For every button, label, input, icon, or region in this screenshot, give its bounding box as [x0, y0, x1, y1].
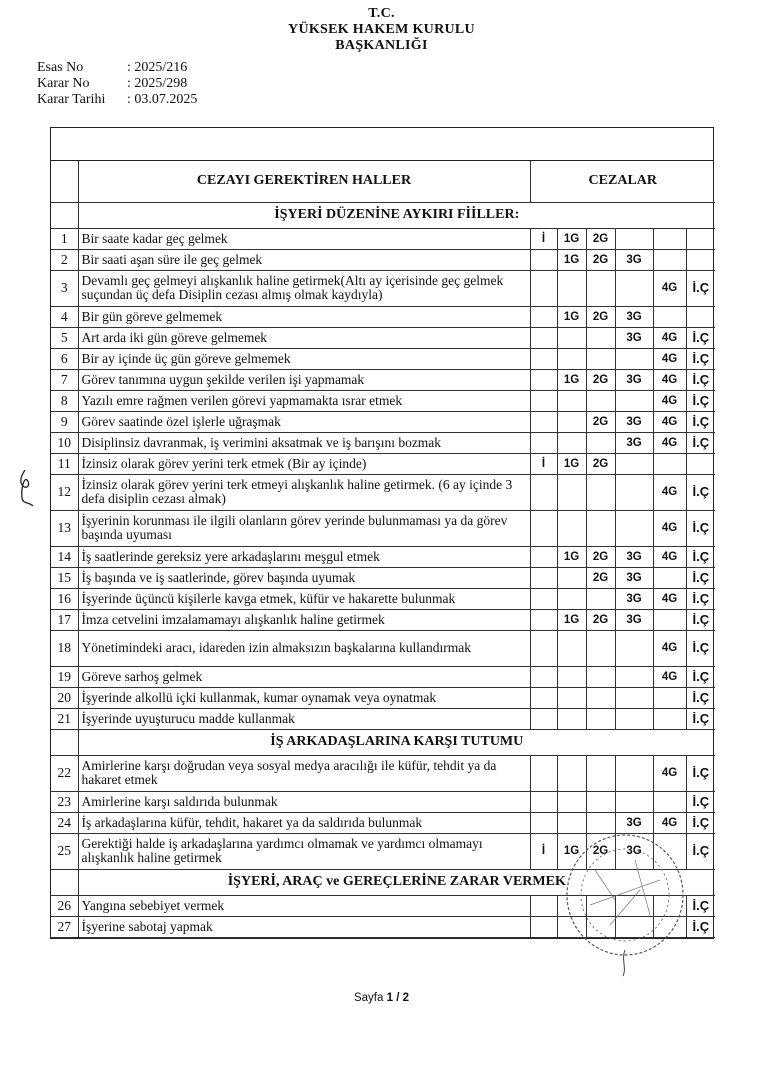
table-row	[51, 609, 715, 630]
penalty-cell	[653, 833, 686, 869]
row-number: 13	[51, 510, 78, 546]
meta-row-karar-tarihi	[37, 92, 197, 108]
penalty-cell	[653, 609, 686, 630]
table-row	[51, 453, 715, 474]
penalty-cell: 4G	[653, 630, 686, 666]
penalty-cell	[586, 432, 615, 453]
penalty-cell	[530, 390, 557, 411]
penalty-cell: İ.Ç	[686, 812, 715, 833]
row-description: Bir saate kadar geç gelmek	[78, 228, 530, 249]
row-description: Art arda iki gün göreve gelmemek	[78, 327, 530, 348]
table-row	[51, 369, 715, 390]
penalty-cell	[530, 474, 557, 510]
meta-value: : 2025/216	[127, 60, 188, 75]
penalty-cell	[557, 630, 586, 666]
table-row	[51, 327, 715, 348]
row-description: İşyerinin korunması ile ilgili olanların görev yerinde bulunmaması ya da görev başında uyuması	[78, 510, 530, 546]
column-header-penalties: CEZALAR	[530, 161, 715, 202]
penalty-cell: İ.Ç	[686, 411, 715, 432]
row-number: 23	[51, 791, 78, 812]
penalty-cell	[653, 708, 686, 729]
penalty-cell: 4G	[653, 546, 686, 567]
row-number: 18	[51, 630, 78, 666]
table-row	[51, 510, 715, 546]
penalty-cell	[530, 306, 557, 327]
penalty-cell	[653, 916, 686, 937]
penalty-cell	[615, 791, 653, 812]
penalty-cell	[653, 453, 686, 474]
penalty-cell	[530, 609, 557, 630]
penalty-cell	[530, 411, 557, 432]
penalty-cell: İ.Ç	[686, 327, 715, 348]
penalty-table	[51, 161, 715, 938]
row-number: 2	[51, 249, 78, 270]
penalty-cell	[530, 348, 557, 369]
penalty-cell	[615, 474, 653, 510]
penalty-cell: 4G	[653, 666, 686, 687]
penalty-cell: 4G	[653, 588, 686, 609]
row-number: 19	[51, 666, 78, 687]
penalty-cell: 2G	[586, 411, 615, 432]
penalty-cell: 3G	[615, 812, 653, 833]
penalty-cell: 2G	[586, 567, 615, 588]
row-description: Bir ay içinde üç gün göreve gelmemek	[78, 348, 530, 369]
row-description: Görev saatinde özel işlerle uğraşmak	[78, 411, 530, 432]
penalty-cell	[557, 708, 586, 729]
section-title: İŞYERİ DÜZENİNE AYKIRI FİİLLER:	[78, 202, 715, 228]
penalty-cell	[557, 791, 586, 812]
row-description: İzinsiz olarak görev yerini terk etmeyi alışkanlık haline getirmek. (6 ay içinde 3 defa disiplin cezası almak)	[78, 474, 530, 510]
penalty-cell: 3G	[615, 306, 653, 327]
document-header	[0, 6, 763, 54]
section-spacer	[51, 202, 78, 228]
row-description: Amirlerine karşı doğrudan veya sosyal medya aracılığı ile küfür, tehdit ya da hakaret etmek	[78, 755, 530, 791]
row-number: 6	[51, 348, 78, 369]
page-total: 2	[402, 992, 410, 1004]
penalty-cell: 2G	[586, 228, 615, 249]
row-description: Yönetimindeki aracı, idareden izin almaksızın başkalarına kullandırmak	[78, 630, 530, 666]
meta-label: Karar Tarihi	[37, 92, 106, 107]
penalty-cell: İ.Ç	[686, 916, 715, 937]
penalty-cell: 2G	[586, 546, 615, 567]
penalty-cell: İ.Ç	[686, 687, 715, 708]
penalty-cell: 2G	[586, 306, 615, 327]
penalty-document	[50, 127, 714, 939]
row-description: Bir saati aşan süre ile geç gelmek	[78, 249, 530, 270]
section-row	[51, 729, 715, 755]
table-row	[51, 567, 715, 588]
penalty-cell	[557, 588, 586, 609]
penalty-cell	[615, 390, 653, 411]
row-description: İşyerinde alkollü içki kullanmak, kumar oynamak veya oynatmak	[78, 687, 530, 708]
penalty-cell: 3G	[615, 432, 653, 453]
penalty-cell: İ	[530, 833, 557, 869]
penalty-cell: İ.Ç	[686, 630, 715, 666]
header-line-2: YÜKSEK HAKEM KURULU	[288, 22, 475, 37]
row-description: Yangına sebebiyet vermek	[78, 895, 530, 916]
penalty-cell	[557, 432, 586, 453]
penalty-cell: 4G	[653, 474, 686, 510]
penalty-cell	[615, 916, 653, 937]
penalty-cell: 1G	[557, 833, 586, 869]
penalty-cell: 3G	[615, 369, 653, 390]
penalty-cell	[615, 708, 653, 729]
penalty-cell: 2G	[586, 249, 615, 270]
penalty-cell: İ	[530, 453, 557, 474]
table-row	[51, 708, 715, 729]
penalty-cell	[530, 916, 557, 937]
table-row	[51, 630, 715, 666]
row-description: Yazılı emre rağmen verilen görevi yapmamakta ısrar etmek	[78, 390, 530, 411]
penalty-cell: 2G	[586, 369, 615, 390]
penalty-cell	[615, 228, 653, 249]
penalty-cell	[686, 306, 715, 327]
penalty-cell	[530, 708, 557, 729]
penalty-cell	[557, 390, 586, 411]
penalty-cell: 2G	[586, 453, 615, 474]
penalty-cell: 1G	[557, 228, 586, 249]
penalty-cell	[557, 510, 586, 546]
penalty-cell	[586, 474, 615, 510]
penalty-cell	[615, 895, 653, 916]
penalty-cell	[586, 895, 615, 916]
penalty-cell	[686, 249, 715, 270]
penalty-cell: 1G	[557, 609, 586, 630]
table-row	[51, 895, 715, 916]
page-separator: /	[396, 992, 400, 1004]
penalty-cell	[557, 270, 586, 306]
case-meta	[37, 60, 197, 108]
penalty-cell	[557, 411, 586, 432]
row-number: 8	[51, 390, 78, 411]
row-number: 11	[51, 453, 78, 474]
penalty-cell	[557, 348, 586, 369]
row-number: 7	[51, 369, 78, 390]
penalty-cell: İ.Ç	[686, 369, 715, 390]
penalty-cell	[557, 812, 586, 833]
penalty-cell: 3G	[615, 411, 653, 432]
row-description: İş saatlerinde gereksiz yere arkadaşlarını meşgul etmek	[78, 546, 530, 567]
penalty-cell	[615, 687, 653, 708]
page-footer	[0, 992, 763, 1004]
penalty-cell: İ.Ç	[686, 588, 715, 609]
penalty-cell	[615, 270, 653, 306]
penalty-cell: İ.Ç	[686, 270, 715, 306]
table-row	[51, 833, 715, 869]
handwritten-margin-mark	[15, 468, 39, 508]
row-description: İşyerine sabotaj yapmak	[78, 916, 530, 937]
table-row	[51, 916, 715, 937]
penalty-cell: 4G	[653, 390, 686, 411]
penalty-cell	[530, 369, 557, 390]
penalty-cell: İ.Ç	[686, 567, 715, 588]
penalty-cell	[586, 630, 615, 666]
header-line-3: BAŞKANLIĞI	[335, 38, 428, 53]
penalty-cell	[615, 630, 653, 666]
penalty-cell: İ.Ç	[686, 895, 715, 916]
penalty-cell	[686, 228, 715, 249]
table-header-row	[51, 161, 715, 202]
penalty-cell	[557, 755, 586, 791]
meta-value: : 2025/298	[127, 76, 188, 91]
penalty-cell	[615, 510, 653, 546]
table-top-strip	[51, 128, 713, 161]
table-row	[51, 791, 715, 812]
page-label: Sayfa	[353, 992, 384, 1004]
penalty-cell: 1G	[557, 249, 586, 270]
penalty-cell: İ.Ç	[686, 432, 715, 453]
penalty-cell: 4G	[653, 327, 686, 348]
penalty-cell: 4G	[653, 755, 686, 791]
section-row	[51, 202, 715, 228]
section-spacer	[51, 869, 78, 895]
penalty-cell	[586, 588, 615, 609]
penalty-cell: 3G	[615, 327, 653, 348]
penalty-cell	[530, 567, 557, 588]
penalty-cell	[615, 453, 653, 474]
penalty-cell	[586, 270, 615, 306]
penalty-cell	[530, 755, 557, 791]
row-number: 9	[51, 411, 78, 432]
penalty-cell: İ.Ç	[686, 474, 715, 510]
row-description: İmza cetvelini imzalamamayı alışkanlık haline getirmek	[78, 609, 530, 630]
row-description: İş başında ve iş saatlerinde, görev başında uyumak	[78, 567, 530, 588]
penalty-cell	[557, 474, 586, 510]
penalty-cell: 3G	[615, 249, 653, 270]
row-number: 20	[51, 687, 78, 708]
penalty-cell: İ.Ç	[686, 755, 715, 791]
penalty-cell	[615, 755, 653, 791]
row-description: Gerektiği halde iş arkadaşlarına yardımcı olmamak ve yardımcı olmamayı alışkanlık haline getirmek	[78, 833, 530, 869]
penalty-cell	[557, 895, 586, 916]
section-title: İŞYERİ, ARAÇ ve GEREÇLERİNE ZARAR VERMEK	[78, 869, 715, 895]
table-row	[51, 812, 715, 833]
meta-value: : 03.07.2025	[127, 92, 198, 107]
penalty-cell	[530, 630, 557, 666]
penalty-cell	[557, 687, 586, 708]
row-description: Bir gün göreve gelmemek	[78, 306, 530, 327]
row-description: Görev tanımına uygun şekilde verilen işi yapmamak	[78, 369, 530, 390]
penalty-cell: 1G	[557, 306, 586, 327]
table-row	[51, 390, 715, 411]
penalty-cell	[615, 348, 653, 369]
penalty-cell: 4G	[653, 510, 686, 546]
penalty-cell: 1G	[557, 453, 586, 474]
meta-label: Esas No	[37, 60, 84, 75]
row-description: Göreve sarhoş gelmek	[78, 666, 530, 687]
penalty-cell	[586, 791, 615, 812]
table-row	[51, 432, 715, 453]
penalty-cell: 3G	[615, 609, 653, 630]
penalty-cell	[530, 510, 557, 546]
penalty-cell	[586, 708, 615, 729]
penalty-cell: 4G	[653, 411, 686, 432]
penalty-cell	[530, 666, 557, 687]
column-header-cases: CEZAYI GEREKTİREN HALLER	[78, 161, 530, 202]
row-number: 14	[51, 546, 78, 567]
penalty-cell	[530, 546, 557, 567]
penalty-cell	[653, 306, 686, 327]
table-row	[51, 249, 715, 270]
row-description: Devamlı geç gelmeyi alışkanlık haline getirmek(Altı ay içerisinde geç gelmek suçundan üç defa Disiplin cezası almış olmak kaydıyla)	[78, 270, 530, 306]
row-number: 27	[51, 916, 78, 937]
penalty-cell: 2G	[586, 833, 615, 869]
penalty-cell	[530, 249, 557, 270]
penalty-cell: 4G	[653, 270, 686, 306]
row-number: 5	[51, 327, 78, 348]
penalty-cell: 3G	[615, 833, 653, 869]
penalty-cell	[530, 812, 557, 833]
penalty-cell	[586, 755, 615, 791]
table-row	[51, 228, 715, 249]
row-description: İş arkadaşlarına küfür, tehdit, hakaret ya da saldırıda bulunmak	[78, 812, 530, 833]
penalty-cell: İ.Ç	[686, 546, 715, 567]
penalty-cell: 4G	[653, 369, 686, 390]
penalty-cell	[586, 666, 615, 687]
penalty-cell	[653, 687, 686, 708]
row-number: 15	[51, 567, 78, 588]
page-current: 1	[386, 992, 393, 1004]
penalty-cell	[530, 791, 557, 812]
penalty-cell: 4G	[653, 812, 686, 833]
penalty-cell: İ.Ç	[686, 390, 715, 411]
penalty-cell: 4G	[653, 348, 686, 369]
penalty-cell: 2G	[586, 609, 615, 630]
penalty-cell	[530, 895, 557, 916]
penalty-cell: 3G	[615, 567, 653, 588]
row-number: 17	[51, 609, 78, 630]
penalty-cell	[530, 687, 557, 708]
penalty-cell	[557, 567, 586, 588]
penalty-cell	[653, 895, 686, 916]
penalty-cell	[557, 916, 586, 937]
penalty-cell	[586, 812, 615, 833]
row-description: İzinsiz olarak görev yerini terk etmek (Bir ay içinde)	[78, 453, 530, 474]
penalty-cell	[557, 666, 586, 687]
table-row	[51, 306, 715, 327]
penalty-cell: İ.Ç	[686, 666, 715, 687]
row-number: 1	[51, 228, 78, 249]
row-number: 12	[51, 474, 78, 510]
penalty-cell	[530, 588, 557, 609]
penalty-cell	[653, 567, 686, 588]
penalty-cell	[653, 791, 686, 812]
row-number: 22	[51, 755, 78, 791]
row-description: Amirlerine karşı saldırıda bulunmak	[78, 791, 530, 812]
table-row	[51, 348, 715, 369]
row-number: 24	[51, 812, 78, 833]
penalty-cell	[530, 327, 557, 348]
penalty-cell	[586, 348, 615, 369]
section-row	[51, 869, 715, 895]
table-row	[51, 411, 715, 432]
penalty-cell: 3G	[615, 588, 653, 609]
section-title: İŞ ARKADAŞLARINA KARŞI TUTUMU	[78, 729, 715, 755]
penalty-cell	[557, 327, 586, 348]
penalty-cell	[653, 249, 686, 270]
penalty-cell	[586, 390, 615, 411]
penalty-cell	[530, 270, 557, 306]
penalty-cell	[530, 432, 557, 453]
row-description: İşyerinde üçüncü kişilerle kavga etmek, küfür ve hakarette bulunmak	[78, 588, 530, 609]
penalty-cell: 1G	[557, 369, 586, 390]
meta-row-karar	[37, 76, 197, 92]
row-number: 21	[51, 708, 78, 729]
penalty-cell: İ.Ç	[686, 833, 715, 869]
penalty-cell: 4G	[653, 432, 686, 453]
row-number: 25	[51, 833, 78, 869]
table-row	[51, 666, 715, 687]
penalty-cell	[615, 666, 653, 687]
penalty-cell: İ.Ç	[686, 510, 715, 546]
penalty-cell: İ.Ç	[686, 791, 715, 812]
row-number: 16	[51, 588, 78, 609]
penalty-cell: 3G	[615, 546, 653, 567]
row-description: İşyerinde uyuşturucu madde kullanmak	[78, 708, 530, 729]
meta-label: Karar No	[37, 76, 90, 91]
table-row	[51, 474, 715, 510]
table-row	[51, 270, 715, 306]
row-number: 26	[51, 895, 78, 916]
penalty-cell	[653, 228, 686, 249]
penalty-cell: İ	[530, 228, 557, 249]
row-number: 3	[51, 270, 78, 306]
penalty-cell: İ.Ç	[686, 348, 715, 369]
table-row	[51, 546, 715, 567]
header-spacer	[51, 161, 78, 202]
section-spacer	[51, 729, 78, 755]
row-description: Disiplinsiz davranmak, iş verimini aksatmak ve iş barışını bozmak	[78, 432, 530, 453]
penalty-cell: İ.Ç	[686, 609, 715, 630]
penalty-cell	[586, 510, 615, 546]
penalty-cell	[586, 327, 615, 348]
row-number: 10	[51, 432, 78, 453]
penalty-cell: 1G	[557, 546, 586, 567]
table-row	[51, 588, 715, 609]
meta-row-esas	[37, 60, 197, 76]
penalty-cell: İ.Ç	[686, 708, 715, 729]
table-row	[51, 755, 715, 791]
header-line-1: T.C.	[368, 6, 395, 21]
row-number: 4	[51, 306, 78, 327]
penalty-cell	[686, 453, 715, 474]
penalty-cell	[586, 916, 615, 937]
penalty-cell	[586, 687, 615, 708]
table-row	[51, 687, 715, 708]
